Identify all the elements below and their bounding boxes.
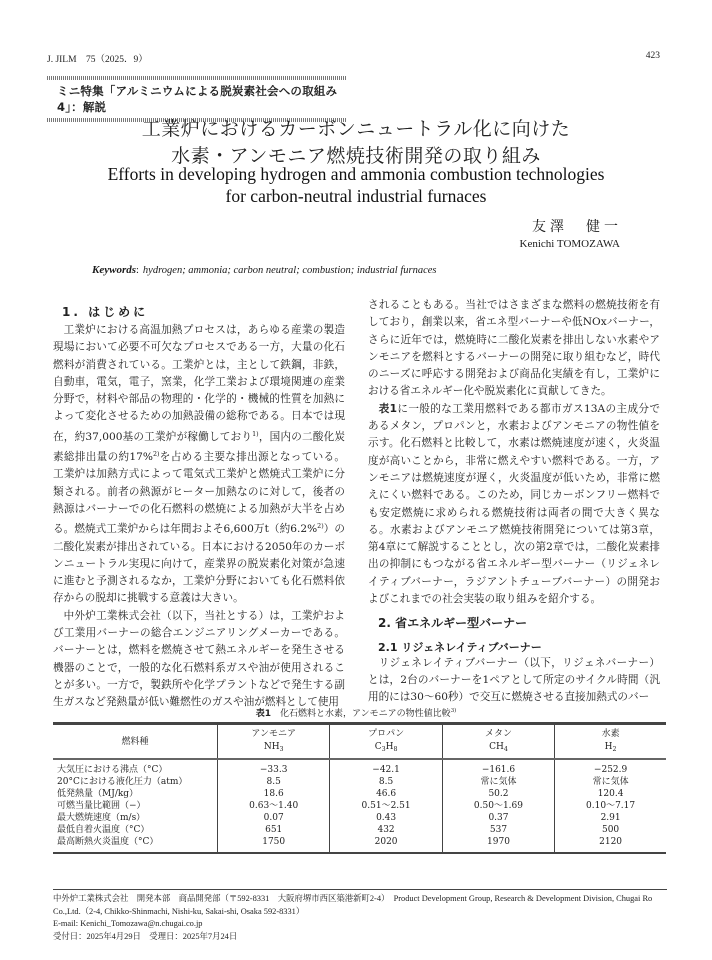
citation-ref: 3) — [450, 708, 457, 714]
text-run: ，国内の二酸化炭素総排出量の約17% — [53, 430, 345, 464]
table-cell: 500 — [555, 824, 666, 836]
header-methane: メタン $CH_4$ — [442, 724, 554, 760]
section1-heading: 1. はじめに — [62, 305, 149, 319]
table-cell: 8.5 — [330, 776, 442, 788]
table-body — [53, 759, 666, 853]
keywords: Keywords: hydrogen; ammonia; carbon neutral; combustion; industrial furnaces — [92, 264, 437, 276]
table-row — [53, 824, 666, 836]
footnote-affiliation: 中外炉工業株式会社 開発本部 商品開発部（〒592-8331 大阪府堺市西区築港新町2-4） Product Development Group, Research & Development Division, Chugai Ro Co.,Ltd.（2-4, Chikko-Shinmachi, Nishi-ku, Sakai-shi, Osaka 592-8331） — [53, 894, 653, 916]
table-cell: 0.63〜1.40 — [218, 800, 330, 812]
section2-heading: 2. 省エネルギー型バーナー — [378, 616, 528, 631]
citation-ref: 2) — [152, 451, 160, 459]
header-fuel-type: 燃料種 — [121, 736, 149, 747]
section1-paragraph1 — [53, 322, 345, 608]
table-row — [53, 800, 666, 812]
citation-ref: 1) — [252, 430, 259, 438]
footnote — [53, 893, 673, 943]
table-cell: 2.91 — [555, 812, 666, 824]
table-cell: 常に気体 — [555, 776, 666, 788]
table-cell: 537 — [442, 824, 554, 836]
header-ammonia: アンモニア $NH_3$ — [218, 724, 330, 760]
title-en-line2: for carbon-neutral industrial furnaces — [225, 186, 487, 206]
row-label: 最大燃焼速度（m/s） — [57, 813, 146, 823]
table-cell: 651 — [218, 824, 330, 836]
text-run: に一般的な工業用燃料である都市ガス13Aの主成分であるメタン，プロパンと，水素およびアンモニアの物性値を示す。化石燃料と比較して，水素は燃焼速度が速く，火炎温度が高いことから，非常に燃えやすい燃料である。一方，アンモニアは燃焼速度が遅く，火炎温度が低いため，非常に燃えにくい燃料である。このため，同じカーボンフリー燃料でも安定燃焼に求められる燃焼技術は両者の間で大きく異なる。水素およびアンモニア燃焼技術開発については第3章，第4章にて解説することとし，次の第2章では，二酸化炭素排出の抑制にもつながる省エネルギー型バーナー（リジェネレイティブバーナー，ラジアントチューブバーナー）の開発およびこれまでの社会実装の取り組みを紹介する。 — [368, 402, 660, 606]
text-run: を占める主要な排出源となっている。工業炉は加熱方式によって電気式工業炉と燃焼式工業炉に分類される。前者の熱源がヒーター加熱なのに対して，後者の熱源はバーナーでの化石燃料の燃焼による加熱が大半を占める。燃焼式工業炉からは年間およそ6,600万t（約6.2% — [53, 451, 346, 536]
table-cell: 2120 — [555, 836, 666, 853]
header-propane: プロパン $C_3H_8$ — [330, 724, 442, 760]
table-cell: 8.5 — [218, 776, 330, 788]
table-cell: 0.37 — [442, 812, 554, 824]
table-cell: −33.3 — [218, 759, 330, 776]
table-cell: 0.07 — [218, 812, 330, 824]
author-name-en: Kenichi TOMOZAWA — [519, 238, 620, 250]
text-run: 工業炉における高温加熱プロセスは，あらゆる産業の製造現場において必要不可欠なプロセスである一方，大量の化石燃料が消費されている。工業炉とは，主として鉄鋼，非鉄，自動車，電気，電子，窯業，化学工業および環境関連の産業分野で，材料や部品の物理的・化学的・機械的性質を加熱によって変化させるための加熱設備の総称である。日本では現在，約37,000基の工業炉が稼働しており — [53, 324, 345, 443]
table-row — [53, 776, 666, 788]
table-row — [53, 836, 666, 853]
properties-table — [53, 722, 666, 854]
table-cell: 0.10〜7.17 — [555, 800, 666, 812]
table-row — [53, 788, 666, 800]
table-cell: 120.4 — [555, 788, 666, 800]
table-caption-label: 表1 — [255, 709, 272, 719]
running-head: J. JILM 75（2025．9） — [47, 55, 148, 65]
table-header-row — [53, 724, 666, 760]
citation-ref: 2) — [317, 523, 324, 531]
table-reference: 表1 — [378, 402, 397, 415]
table-cell: −161.6 — [442, 759, 554, 776]
table-cell: 46.6 — [330, 788, 442, 800]
row-label: 20°Cにおける液化圧力（atm） — [57, 777, 188, 787]
table-cell: 432 — [330, 824, 442, 836]
section1-paragraph3 — [368, 401, 660, 609]
page-number: 423 — [645, 51, 660, 61]
row-label: 最低自着火温度（°C） — [57, 825, 150, 835]
table-caption-text: 化石燃料と水素，アンモニアの物性値比較 — [280, 709, 451, 719]
table-cell: −42.1 — [330, 759, 442, 776]
author-name-ja: 友澤 健一 — [532, 219, 622, 235]
table-cell: 1970 — [442, 836, 554, 853]
footnote-rule — [53, 889, 667, 890]
table-cell: 0.50〜1.69 — [442, 800, 554, 812]
section2-1-heading: 2.1 リジェネレイティブバーナー — [378, 640, 542, 654]
series-title: ミニ特集「アルミニウムによる脱炭素社会への取組み4」：解説 — [57, 84, 338, 114]
footnote-email: E-mail: Kenichi_Tomozawa@n.chugai.co.jp — [53, 919, 203, 929]
text-run: ）の二酸化炭素が排出されている。日本における2050年のカーボンニュートラル実現に向けて，産業界の脱炭素化対策が急速に進むと予測されるなか，工業炉分野においても化石燃料依存からの脱却に挑戦する意義は大きい。 — [53, 523, 346, 605]
table-cell: −252.9 — [555, 759, 666, 776]
row-label: 最高断熱火炎温度（°C） — [57, 837, 159, 847]
table-cell: 50.2 — [442, 788, 554, 800]
row-label: 低発熱量（MJ/kg） — [57, 789, 139, 799]
keywords-label: Keywords — [92, 264, 136, 276]
footnote-dates: 受付日：2025年4月29日 受理日：2025年7月24日 — [53, 931, 238, 941]
table-cell: 2020 — [330, 836, 442, 853]
table-cell: 0.51〜2.51 — [330, 800, 442, 812]
table-cell: 0.43 — [330, 812, 442, 824]
row-label: 大気圧における沸点（°C） — [57, 765, 168, 775]
right-column — [368, 297, 660, 707]
title-ja-line2: 水素・アンモニア燃焼技術開発の取り組み — [171, 145, 541, 167]
section1-paragraph2-continued: されることもある。当社ではさまざまな燃料の燃焼技術を有しており，創業以来，省エネ型バーナーや低NOxバーナー，さらに近年では，燃焼時に二酸化炭素を排出しない水素やアンモニアを燃料とするバーナーの開発に取り組むなど，時代のニーズに呼応する開発および商品化実績を有し，工業炉における省エネルギー化や脱炭素化に貢献してきた。 — [368, 299, 660, 398]
section2-paragraph1: リジェネレイティブバーナー（以下，リジェネバーナー）とは，2台のバーナーを1ペアとして所定のサイクル時間（汎用的には30～60秒）で交互に燃焼させる直接加熱式のバー — [368, 656, 660, 704]
title-en-line1: Efforts in developing hydrogen and ammonia combustion technologies — [107, 164, 605, 184]
table-cell: 18.6 — [218, 788, 330, 800]
header-hydrogen: 水素 $H_2$ — [555, 724, 666, 760]
row-label: 可燃当量比範囲（−） — [57, 801, 146, 811]
table-row — [53, 812, 666, 824]
section1-paragraph2: 中外炉工業株式会社（以下，当社とする）は，工業炉および工業用バーナーの総合エンジニアリングメーカーである。バーナーとは，燃料を燃焼させて熱エネルギーを発生させる機器のことで，一般的な化石燃料系ガスや油が使用されることが多い。一方で，製鉄所や化学プラントなどで発生する副生ガスなど発熱量が低い難燃性のガスや油が燃料として使用 — [53, 609, 345, 709]
table-caption — [0, 706, 712, 719]
table-cell: 1750 — [218, 836, 330, 853]
table-row — [53, 759, 666, 776]
keywords-text: hydrogen; ammonia; carbon neutral; combustion; industrial furnaces — [142, 265, 437, 276]
table-cell: 常に気体 — [442, 776, 554, 788]
title-ja-line1: 工業炉におけるカーボンニュートラル化に向けた — [141, 118, 571, 140]
left-column — [53, 322, 345, 712]
